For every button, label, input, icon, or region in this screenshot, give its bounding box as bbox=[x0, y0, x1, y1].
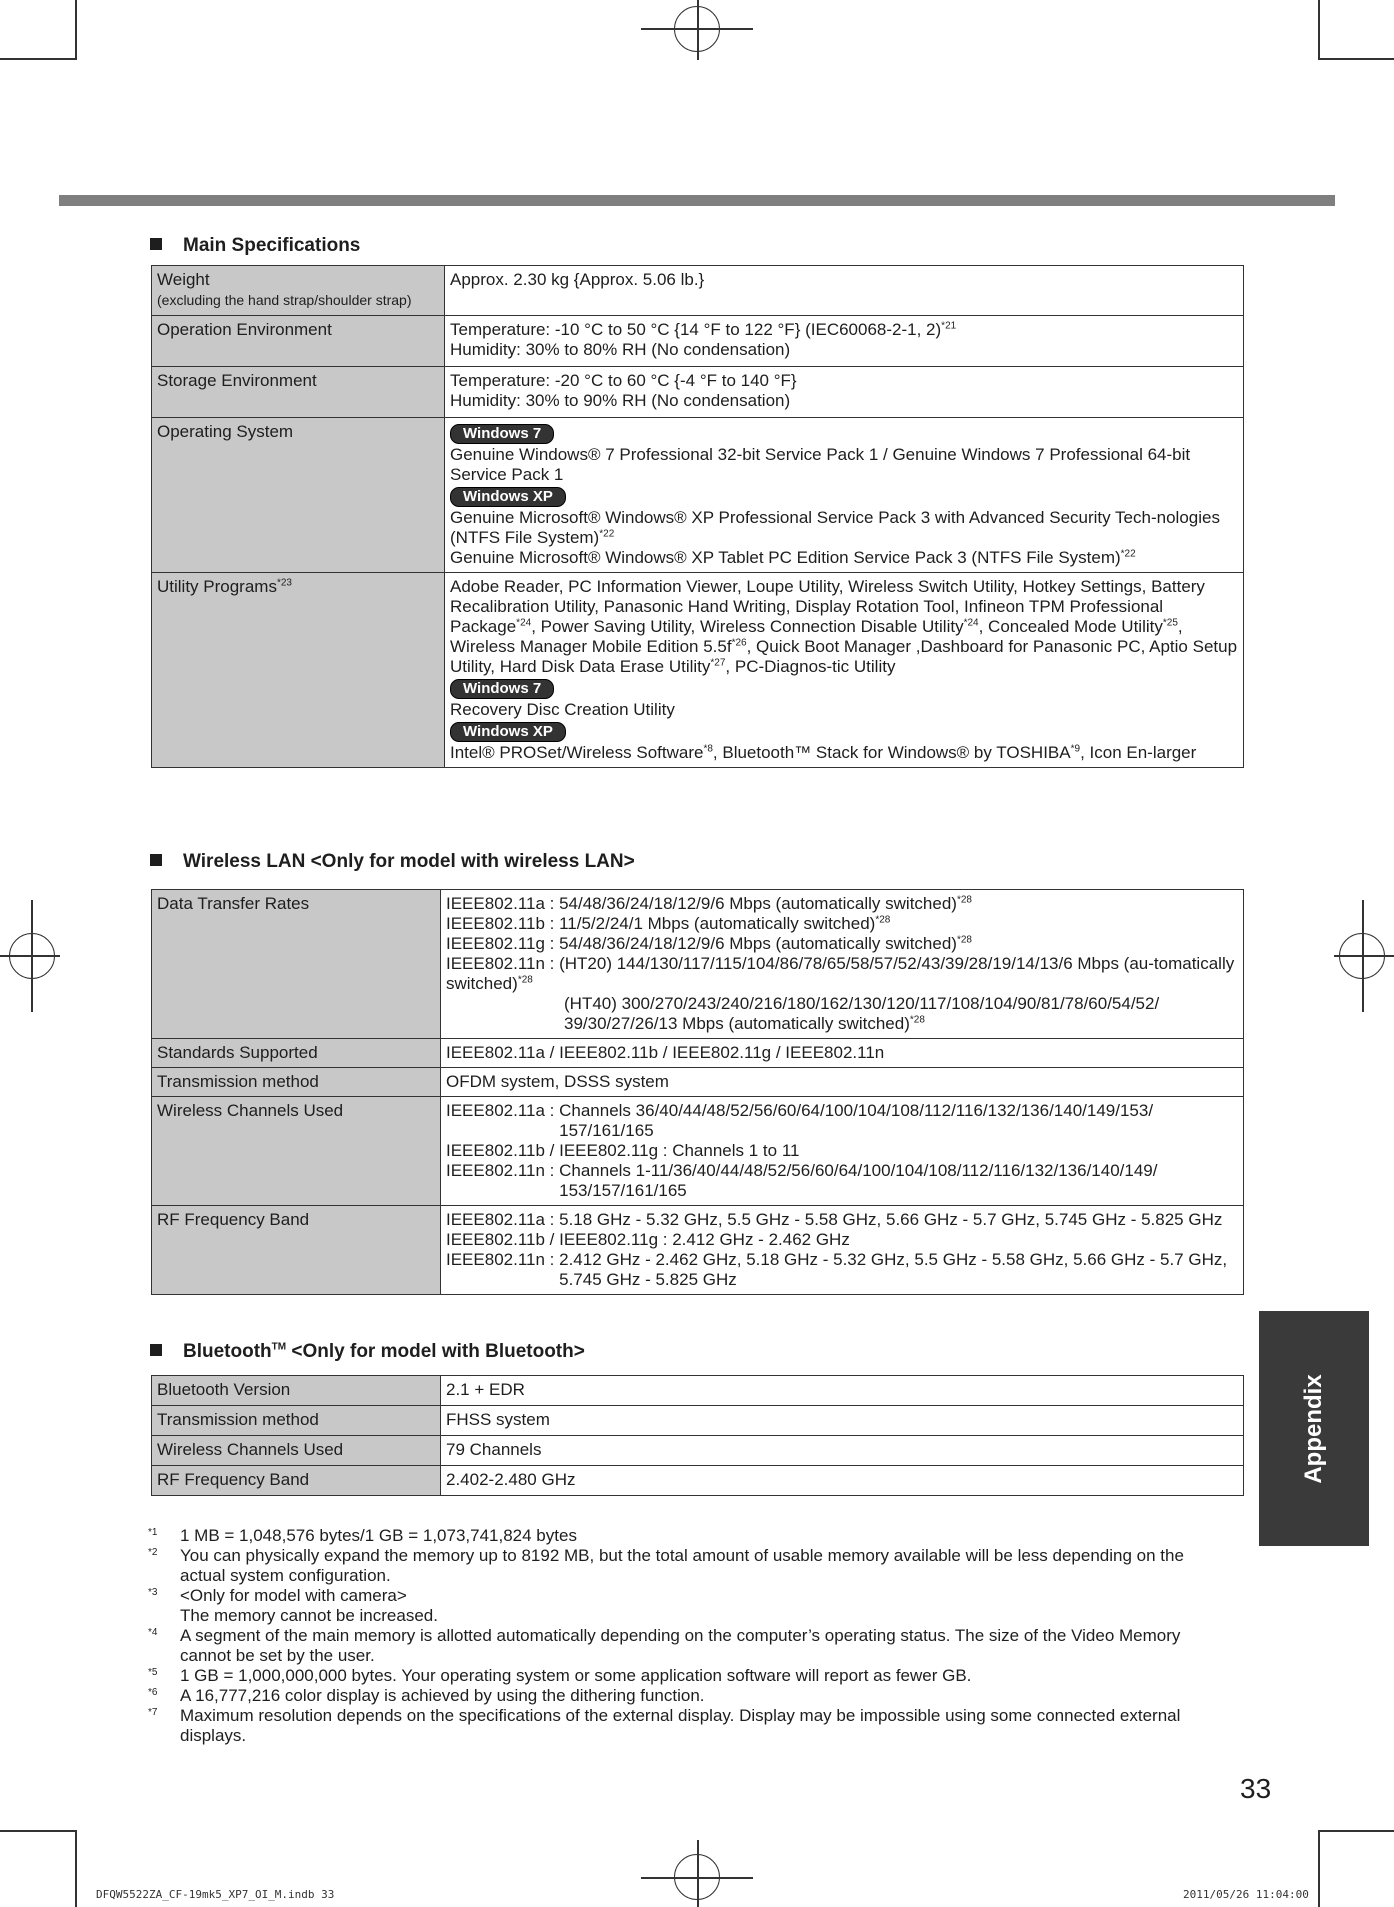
data-transfer-rates-value: IEEE802.11a : 54/48/36/24/18/12/9/6 Mbps (automatically switched)$^{*28}$ IEEE802.11b : 11/5/2/24/1 Mbps (automatically switched)$^{*28}$ IEEE802.11g : 54/48/36/24/18/12/9/6 Mbps (automatically switched)$^{*28}$ IEEE802.11n : (HT20) 144/130/117/115/104/86/78/65/58/57/52/43/39/28/19/14/13/6 Mbps (au-tomatically switched)$^{*28}$ (HT40) 300/270/243/240/216/180/162/130/120/117/108/104/90/81/78/60/54/52/ 39/30/27/26/13 Mbps (automatically switched)$^{*28}$ bbox=[441, 890, 1244, 1039]
bluetooth-heading: Bluetooth™ <Only for model with Bluetooth> bbox=[150, 1341, 585, 1363]
rf-frequency-band-value: IEEE802.11a : 5.18 GHz - 5.32 GHz, 5.5 GHz - 5.58 GHz, 5.66 GHz - 5.7 GHz, 5.745 GHz - 5.825 GHz IEEE802.11b / IEEE802.11g : 2.412 GHz - 2.462 GHz IEEE802.11n : 2.412 GHz - 2.462 GHz, 5.18 GHz - 5.32 GHz, 5.5 GHz - 5.58 GHz, 5.66 GHz - 5.7 GHz, 5.745 GHz - 5.825 GHz bbox=[441, 1206, 1244, 1295]
data-transfer-rates-label: Data Transfer Rates bbox=[152, 890, 441, 1039]
table-row: Bluetooth Version 2.1 + EDR bbox=[152, 1376, 1244, 1406]
operating-system-value: Windows 7 Genuine Windows® 7 Professional 32-bit Service Pack 1 / Genuine Windows 7 Professional 64-bit Service Pack 1 Windows XP Genuine Microsoft® Windows® XP Professional Service Pack 3 with Advanced Security Tech-nologies (NTFS File System)$^{*22}$ Genuine Microsoft® Windows® XP Tablet PC Edition Service Pack 3 (NTFS File System)$^{*22}$ bbox=[445, 418, 1244, 573]
list-item: *3 <Only for model with camera> bbox=[148, 1586, 407, 1605]
wireless-channels-value: IEEE802.11a : Channels 36/40/44/48/52/56/60/64/100/104/108/112/116/132/136/140/149/153/ 157/161/165 IEEE802.11b / IEEE802.11g : Channels 1 to 11 IEEE802.11n : Channels 1-11/36/40/44/48/52/56/60/64/100/104/108/112/116/132/136/140/149/ 153/157/161/165 bbox=[441, 1097, 1244, 1206]
list-item: *2 You can physically expand the memory up to 8192 MB, but the total amount of usable memory available will be less depending on the actual system configuration. bbox=[148, 1546, 1184, 1585]
wireless-channels-label: Wireless Channels Used bbox=[152, 1097, 441, 1206]
list-item: *6 A 16,777,216 color display is achieved by using the dithering function. bbox=[148, 1686, 705, 1705]
standards-supported-value: IEEE802.11a / IEEE802.11b / IEEE802.11g / IEEE802.11n bbox=[441, 1039, 1244, 1068]
table-row bbox=[152, 890, 1244, 1039]
wireless-lan-table bbox=[151, 889, 1244, 1295]
main-specifications-table bbox=[151, 265, 1244, 768]
header-rule bbox=[59, 195, 1335, 206]
table-row bbox=[152, 1097, 1244, 1206]
operating-system-label: Operating System bbox=[152, 418, 445, 573]
square-bullet-icon bbox=[150, 854, 162, 866]
weight-value: Approx. 2.30 kg {Approx. 5.06 lb.} bbox=[445, 266, 1244, 316]
main-specifications-heading: Main Specifications bbox=[150, 235, 360, 257]
footnotes bbox=[148, 1526, 1233, 1746]
table-row bbox=[152, 1068, 1244, 1097]
windows-7-badge: Windows 7 bbox=[450, 679, 554, 699]
transmission-method-value: OFDM system, DSSS system bbox=[441, 1068, 1244, 1097]
utility-programs-label: Utility Programs$^{*23}$ bbox=[152, 573, 445, 768]
table-row bbox=[152, 1206, 1244, 1295]
table-row bbox=[152, 367, 1244, 418]
storage-environment-value: Temperature: -20 °C to 60 °C {-4 °F to 140 °F} Humidity: 30% to 90% RH (No condensation) bbox=[445, 367, 1244, 418]
windows-xp-badge: Windows XP bbox=[450, 722, 566, 742]
list-item: *5 1 GB = 1,000,000,000 bytes. Your operating system or some application software will report as fewer GB. bbox=[148, 1666, 972, 1685]
list-item: The memory cannot be increased. bbox=[180, 1606, 438, 1625]
windows-7-badge: Windows 7 bbox=[450, 424, 554, 444]
operation-environment-label: Operation Environment bbox=[152, 316, 445, 367]
standards-supported-label: Standards Supported bbox=[152, 1039, 441, 1068]
table-row bbox=[152, 316, 1244, 367]
table-row bbox=[152, 266, 1244, 316]
square-bullet-icon bbox=[150, 1344, 162, 1356]
table-row bbox=[152, 1039, 1244, 1068]
weight-label: Weight bbox=[157, 270, 210, 289]
appendix-side-tab: Appendix bbox=[1259, 1311, 1369, 1546]
rf-frequency-band-label: RF Frequency Band bbox=[152, 1206, 441, 1295]
table-row: Transmission method FHSS system bbox=[152, 1406, 1244, 1436]
list-item: *1 1 MB = 1,048,576 bytes/1 GB = 1,073,741,824 bytes bbox=[148, 1526, 577, 1545]
windows-xp-badge: Windows XP bbox=[450, 487, 566, 507]
storage-environment-label: Storage Environment bbox=[152, 367, 445, 418]
weight-note: (excluding the hand strap/shoulder strap) bbox=[157, 292, 412, 308]
page-number: 33 bbox=[1240, 1773, 1272, 1804]
print-slug-left: DFQW5522ZA_CF-19mk5_XP7_OI_M.indb 33 bbox=[96, 1888, 335, 1901]
square-bullet-icon bbox=[150, 238, 162, 250]
list-item: *7 Maximum resolution depends on the specifications of the external display. Display may be impossible using some connected external displays. bbox=[148, 1706, 1181, 1745]
operation-environment-value: Temperature: -10 °C to 50 °C {14 °F to 122 °F} (IEC60068-2-1, 2)$^{*21}$ Humidity: 30% to 80% RH (No condensation) bbox=[445, 316, 1244, 367]
bluetooth-table bbox=[151, 1375, 1244, 1496]
table-row: RF Frequency Band 2.402-2.480 GHz bbox=[152, 1466, 1244, 1496]
table-row: Wireless Channels Used 79 Channels bbox=[152, 1436, 1244, 1466]
transmission-method-label: Transmission method bbox=[152, 1068, 441, 1097]
wireless-lan-heading: Wireless LAN <Only for model with wireless LAN> bbox=[150, 851, 635, 873]
table-row bbox=[152, 573, 1244, 768]
table-row bbox=[152, 418, 1244, 573]
print-slug-right: 2011/05/26 11:04:00 bbox=[1183, 1888, 1309, 1901]
utility-programs-value: Adobe Reader, PC Information Viewer, Loupe Utility, Wireless Switch Utility, Hotkey Settings, Battery Recalibration Utility, Panasonic Hand Writing, Display Rotation Tool, Infineon TPM Professional Package$^{*24}$, Power Saving Utility, Wireless Connection Disable Utility$^{*24}$, Concealed Mode Utility$^{*25}$, Wireless Manager Mobile Edition $5.5f^{*26}$, Quick Boot Manager ,Dashboard for Panasonic PC, Aptio Setup Utility, Hard Disk Data Erase Utility$^{*27}$, PC-Diagnos-tic Utility Windows 7 Recovery Disc Creation Utility Windows XP Intel® PROSet/Wireless Software$^{*8}$, Bluetooth™ Stack for Windows® by TOSHIBA$^{*9}$, Icon En-larger bbox=[445, 573, 1244, 768]
list-item: *4 A segment of the main memory is allotted automatically depending on the computer’s operating status. The size of the Video Memory cannot be set by the user. bbox=[148, 1626, 1181, 1665]
